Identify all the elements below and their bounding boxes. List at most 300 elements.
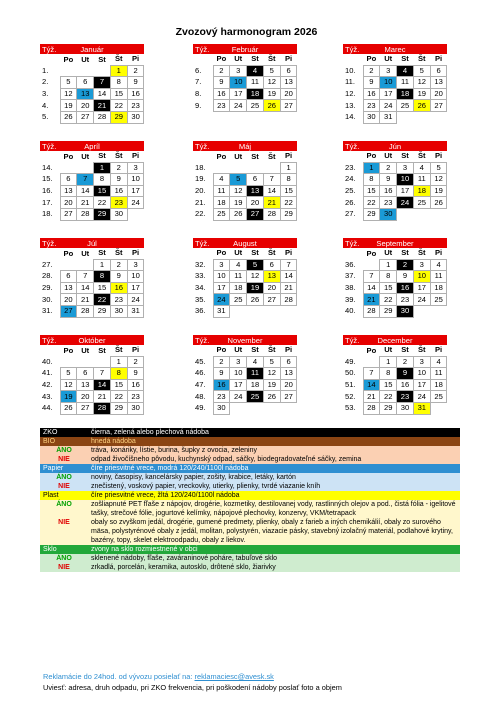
day-cell: 20 [77, 100, 94, 112]
footer-instructions: Uviesť: adresa, druh odpadu, pri ZKO frekvencia, pri poškodení nádoby poslať foto a objem [43, 683, 342, 692]
legend-row [40, 545, 460, 554]
day-cell: 9 [213, 368, 230, 380]
day-cell: 28 [77, 208, 94, 220]
legend-row [40, 437, 460, 446]
day-cell: 19 [60, 100, 77, 112]
weekday-header: Št [114, 54, 123, 64]
day-cell: 24 [127, 197, 144, 209]
month-days-table [343, 54, 447, 124]
day-cell: 27 [280, 391, 297, 403]
day-cell: 26 [60, 111, 77, 123]
week-number: 40. [42, 356, 53, 366]
day-cell: 30 [110, 305, 127, 317]
day-cell: 1 [280, 162, 297, 174]
legend-key: ÁNO [56, 501, 72, 508]
week-number: 21. [195, 197, 206, 207]
day-cell: 30 [127, 111, 144, 123]
week-label: Týž. [345, 336, 360, 345]
weekday-header: Po [216, 248, 227, 258]
empty-day [94, 65, 111, 77]
empty-day [60, 259, 77, 271]
day-cell: 26 [230, 208, 247, 220]
week-label: Týž. [345, 142, 360, 151]
day-cell: 23 [127, 100, 144, 112]
day-cell: 31 [380, 111, 397, 123]
day-cell: 17 [230, 379, 247, 391]
weekday-header: Št [114, 345, 123, 355]
month-days-table [343, 345, 447, 415]
week-number: 43. [42, 391, 53, 401]
day-cell: 13 [77, 88, 94, 100]
day-cell: 25 [247, 391, 264, 403]
day-cell: 23 [397, 294, 414, 306]
day-cell: 19 [60, 391, 77, 403]
day-cell: 28 [280, 294, 297, 306]
day-cell: 18 [247, 379, 264, 391]
weekday-header: Št [417, 248, 426, 258]
day-cell: 9 [363, 77, 380, 89]
day-cell: 25 [413, 197, 430, 209]
week-number: 33. [195, 271, 206, 281]
day-cell: 5 [60, 368, 77, 380]
weekday-header: Ut [81, 345, 90, 355]
day-cell: 3 [127, 259, 144, 271]
day-cell: 22 [94, 197, 111, 209]
day-cell: 29 [380, 305, 397, 317]
month-10 [40, 335, 144, 415]
legend-text: čierna, zelená alebo plechová nádoba [91, 429, 209, 436]
day-cell: 19 [263, 88, 280, 100]
week-label: Týž. [42, 45, 57, 54]
day-cell: 23 [213, 100, 230, 112]
day-cell: 4 [413, 162, 430, 174]
day-cell: 1 [363, 162, 380, 174]
empty-day [413, 305, 430, 317]
day-cell: 2 [380, 162, 397, 174]
day-cell: 31 [413, 402, 430, 414]
month-name: Júl [87, 239, 97, 248]
empty-day [230, 305, 247, 317]
weekday-header: Po [63, 151, 74, 161]
day-cell: 26 [247, 294, 264, 306]
day-cell: 12 [247, 271, 264, 283]
empty-day [363, 356, 380, 368]
day-cell: 17 [213, 282, 230, 294]
day-cell: 6 [430, 65, 447, 77]
month-1 [40, 44, 144, 124]
empty-day [397, 208, 414, 220]
day-cell: 30 [397, 305, 414, 317]
day-cell: 6 [263, 259, 280, 271]
month-7 [40, 238, 144, 318]
day-cell: 11 [430, 271, 447, 283]
week-number: 52. [345, 391, 356, 401]
day-cell: 13 [430, 77, 447, 89]
weekday-header: St [401, 151, 409, 161]
empty-day [247, 305, 264, 317]
day-cell: 14 [94, 88, 111, 100]
waste-legend [40, 428, 460, 572]
page-title: Zvozový harmonogram 2026 [175, 26, 318, 38]
week-label: Týž. [42, 336, 57, 345]
day-cell: 16 [380, 185, 397, 197]
legend-text: znečistený, voskový papier, vreckovky, utierky, plienky, tvrdé viazanie kníh [91, 483, 321, 490]
legend-text: noviny, časopisy, kancelársky papier, zošity, krabice, letáky, kartón [91, 474, 296, 481]
day-cell: 15 [94, 282, 111, 294]
empty-day [230, 162, 247, 174]
day-cell: 11 [230, 271, 247, 283]
day-cell: 30 [127, 402, 144, 414]
day-cell: 11 [413, 174, 430, 186]
day-cell: 16 [110, 185, 127, 197]
day-cell: 24 [413, 391, 430, 403]
week-number: 5. [42, 112, 49, 122]
day-cell: 24 [127, 294, 144, 306]
day-cell: 7 [77, 174, 94, 186]
week-number: 9. [195, 100, 202, 110]
month-5 [193, 141, 297, 221]
week-number: 3. [42, 89, 49, 99]
empty-day [127, 208, 144, 220]
day-cell: 24 [230, 100, 247, 112]
day-cell: 2 [363, 65, 380, 77]
legend-row [40, 554, 460, 563]
legend-key: ÁNO [56, 447, 72, 454]
week-number: 26. [345, 197, 356, 207]
weekday-header: Št [114, 248, 123, 258]
week-number: 22. [195, 209, 206, 219]
day-cell: 12 [413, 77, 430, 89]
day-cell: 15 [110, 88, 127, 100]
day-cell: 4 [213, 174, 230, 186]
day-cell: 30 [213, 402, 230, 414]
weekday-header: St [251, 345, 259, 355]
day-cell: 15 [110, 379, 127, 391]
day-cell: 29 [280, 208, 297, 220]
month-days-table [40, 54, 144, 124]
week-number: 38. [345, 283, 356, 293]
month-days-table [40, 248, 144, 318]
weekday-header: Št [267, 54, 276, 64]
day-cell: 9 [380, 174, 397, 186]
legend-text: zošliapnuté PET fľaše z nápojov, drogérie, kozmetiky, destilovanej vody, rastlinných olejov a pod., čistá fólia - igelitové tašky, strečové fólie, jogurtové kelímky, nápojové plechovky, konzervy, VKM/tetrapack [91, 501, 456, 517]
day-cell: 20 [247, 197, 264, 209]
day-cell: 23 [397, 391, 414, 403]
day-cell: 27 [280, 100, 297, 112]
week-number: 18. [195, 162, 206, 172]
week-number: 7. [195, 77, 202, 87]
day-cell: 22 [380, 294, 397, 306]
day-cell: 22 [363, 197, 380, 209]
day-cell: 16 [213, 379, 230, 391]
weekday-header: Pi [434, 248, 443, 258]
weekday-header: St [98, 54, 106, 64]
day-cell: 23 [363, 100, 380, 112]
week-number: 41. [42, 368, 53, 378]
weekday-header: Po [63, 54, 74, 64]
month-header [193, 141, 297, 151]
weekday-header: Št [417, 345, 426, 355]
day-cell: 4 [430, 259, 447, 271]
day-cell: 11 [247, 368, 264, 380]
week-number: 49. [195, 403, 206, 413]
day-cell: 21 [363, 391, 380, 403]
day-cell: 21 [77, 197, 94, 209]
weekday-header: Ut [234, 345, 243, 355]
day-cell: 6 [247, 174, 264, 186]
weekday-header: Pi [434, 54, 443, 64]
day-cell: 12 [60, 379, 77, 391]
month-days-table [193, 151, 297, 221]
day-cell: 27 [60, 208, 77, 220]
week-number: 4. [42, 100, 49, 110]
legend-key: NIE [58, 564, 70, 571]
weekday-header: Po [366, 151, 377, 161]
week-number: 49. [345, 356, 356, 366]
day-cell: 10 [230, 77, 247, 89]
day-cell: 28 [94, 111, 111, 123]
week-number: 48. [195, 391, 206, 401]
week-number: 40. [345, 306, 356, 316]
empty-day [263, 402, 280, 414]
day-cell: 18 [230, 282, 247, 294]
day-cell: 7 [94, 368, 111, 380]
legend-row [40, 500, 460, 518]
day-cell: 8 [110, 368, 127, 380]
day-cell: 2 [397, 259, 414, 271]
week-label: Týž. [42, 239, 57, 248]
day-cell: 19 [430, 185, 447, 197]
day-cell: 16 [127, 88, 144, 100]
day-cell: 31 [213, 305, 230, 317]
month-name: Október [78, 336, 106, 345]
empty-day [413, 111, 430, 123]
day-cell: 4 [397, 65, 414, 77]
month-4 [40, 141, 144, 221]
day-cell: 25 [430, 294, 447, 306]
week-number: 51. [345, 380, 356, 390]
day-cell: 13 [77, 379, 94, 391]
day-cell: 31 [127, 305, 144, 317]
legend-row [40, 563, 460, 572]
weekday-header: Ut [234, 151, 243, 161]
empty-day [60, 356, 77, 368]
week-label: Týž. [42, 142, 57, 151]
day-cell: 28 [363, 305, 380, 317]
day-cell: 29 [110, 111, 127, 123]
day-cell: 8 [363, 174, 380, 186]
day-cell: 27 [77, 111, 94, 123]
day-cell: 5 [60, 77, 77, 89]
month-name: Apríl [84, 142, 100, 151]
weekday-header: Št [114, 151, 123, 161]
day-cell: 16 [363, 88, 380, 100]
day-cell: 13 [280, 368, 297, 380]
day-cell: 22 [94, 294, 111, 306]
day-cell: 1 [380, 356, 397, 368]
footer-complaints [43, 672, 274, 681]
day-cell: 7 [94, 77, 111, 89]
week-number: 36. [345, 259, 356, 269]
day-cell: 14 [280, 271, 297, 283]
day-cell: 27 [430, 100, 447, 112]
day-cell: 11 [430, 368, 447, 380]
month-days-table [343, 248, 447, 318]
weekday-header: Pi [434, 151, 443, 161]
legend-key: ÁNO [56, 555, 72, 562]
legend-key: Sklo [43, 546, 57, 553]
day-cell: 19 [263, 379, 280, 391]
day-cell: 25 [247, 100, 264, 112]
month-days-table [40, 151, 144, 221]
day-cell: 6 [60, 271, 77, 283]
weekday-header: Št [267, 345, 276, 355]
day-cell: 26 [263, 100, 280, 112]
day-cell: 26 [413, 100, 430, 112]
day-cell: 23 [127, 391, 144, 403]
day-cell: 21 [94, 391, 111, 403]
weekday-header: Po [216, 151, 227, 161]
legend-text: číre priesvitné vrece, modrá 120/240/1100l nádoba [91, 465, 249, 472]
day-cell: 9 [213, 77, 230, 89]
legend-row [40, 518, 460, 545]
day-cell: 24 [230, 391, 247, 403]
day-cell: 7 [263, 174, 280, 186]
day-cell: 26 [263, 391, 280, 403]
day-cell: 1 [110, 356, 127, 368]
week-number: 15. [42, 174, 53, 184]
week-number: 46. [195, 368, 206, 378]
day-cell: 28 [363, 402, 380, 414]
weekday-header: Ut [384, 151, 393, 161]
day-cell: 27 [60, 305, 77, 317]
week-number: 45. [195, 356, 206, 366]
day-cell: 23 [110, 294, 127, 306]
day-cell: 3 [380, 65, 397, 77]
day-cell: 14 [94, 379, 111, 391]
day-cell: 11 [213, 185, 230, 197]
month-9 [343, 238, 447, 318]
day-cell: 4 [430, 356, 447, 368]
week-number: 36. [195, 306, 206, 316]
day-cell: 6 [280, 65, 297, 77]
day-cell: 23 [380, 197, 397, 209]
week-number: 1. [42, 65, 49, 75]
day-cell: 23 [110, 197, 127, 209]
weekday-header: Po [216, 345, 227, 355]
day-cell: 7 [280, 259, 297, 271]
day-cell: 17 [380, 88, 397, 100]
day-cell: 3 [230, 65, 247, 77]
legend-row [40, 464, 460, 473]
day-cell: 3 [413, 356, 430, 368]
week-label: Týž. [195, 142, 210, 151]
complaints-email-link[interactable]: reklamaciesc@avesk.sk [194, 672, 274, 681]
day-cell: 8 [380, 368, 397, 380]
week-number: 28. [42, 271, 53, 281]
month-days-table [193, 345, 297, 415]
empty-day [363, 259, 380, 271]
empty-day [413, 208, 430, 220]
weekday-header: St [251, 54, 259, 64]
empty-day [60, 65, 77, 77]
day-cell: 2 [127, 65, 144, 77]
day-cell: 20 [60, 294, 77, 306]
weekday-header: St [401, 345, 409, 355]
footer-complaints-text: Reklamácie do 24hod. od vývozu posielať na: [43, 672, 195, 681]
day-cell: 2 [110, 162, 127, 174]
weekday-header: Pi [284, 248, 293, 258]
week-label: Týž. [345, 239, 360, 248]
weekday-header: Pi [131, 248, 140, 258]
empty-day [247, 402, 264, 414]
day-cell: 29 [94, 208, 111, 220]
day-cell: 21 [77, 294, 94, 306]
day-cell: 1 [110, 65, 127, 77]
day-cell: 8 [94, 174, 111, 186]
day-cell: 7 [363, 271, 380, 283]
legend-row [40, 473, 460, 482]
weekday-header: Po [63, 248, 74, 258]
legend-text: obaly so zvyškom jedál, drogérie, gumené predmety, plienky, obaly z farieb a iných chemikálií, obaly zo surového mäsa, polystyrénové obaly z jedál, molitan, polystyrén, viazacie pásky, stavebný izolačný materiál, podlahové krytiny, bazény, topy, skelet elektroodpadu, obaly z liekov. [91, 519, 453, 544]
weekday-header: St [98, 151, 106, 161]
day-cell: 8 [110, 77, 127, 89]
day-cell: 26 [430, 197, 447, 209]
legend-key: ZKO [43, 429, 58, 436]
day-cell: 1 [94, 162, 111, 174]
day-cell: 12 [263, 77, 280, 89]
day-cell: 18 [430, 379, 447, 391]
day-cell: 25 [230, 294, 247, 306]
empty-day [397, 111, 414, 123]
day-cell: 20 [263, 282, 280, 294]
day-cell: 18 [413, 185, 430, 197]
day-cell: 3 [230, 356, 247, 368]
week-number: 30. [42, 294, 53, 304]
day-cell: 5 [230, 174, 247, 186]
day-cell: 10 [127, 174, 144, 186]
month-header [193, 238, 297, 248]
day-cell: 25 [397, 100, 414, 112]
day-cell: 15 [363, 185, 380, 197]
month-name: November [227, 336, 263, 345]
day-cell: 30 [363, 111, 380, 123]
day-cell: 16 [110, 282, 127, 294]
day-cell: 6 [60, 174, 77, 186]
week-number: 42. [42, 380, 53, 390]
month-header [343, 335, 447, 345]
day-cell: 16 [397, 379, 414, 391]
day-cell: 21 [263, 197, 280, 209]
weekday-header: Pi [284, 54, 293, 64]
week-number: 23. [345, 162, 356, 172]
weekday-header: St [98, 345, 106, 355]
empty-day [77, 356, 94, 368]
weekday-header: St [98, 248, 106, 258]
month-name: Máj [238, 142, 252, 151]
day-cell: 25 [430, 391, 447, 403]
weekday-header: Po [366, 54, 377, 64]
day-cell: 1 [380, 259, 397, 271]
day-cell: 22 [380, 391, 397, 403]
day-cell: 4 [247, 65, 264, 77]
month-name: Január [80, 45, 104, 54]
day-cell: 9 [110, 174, 127, 186]
week-number: 47. [195, 380, 206, 390]
week-number: 12. [345, 89, 356, 99]
day-cell: 28 [94, 402, 111, 414]
month-name: Február [231, 45, 259, 54]
